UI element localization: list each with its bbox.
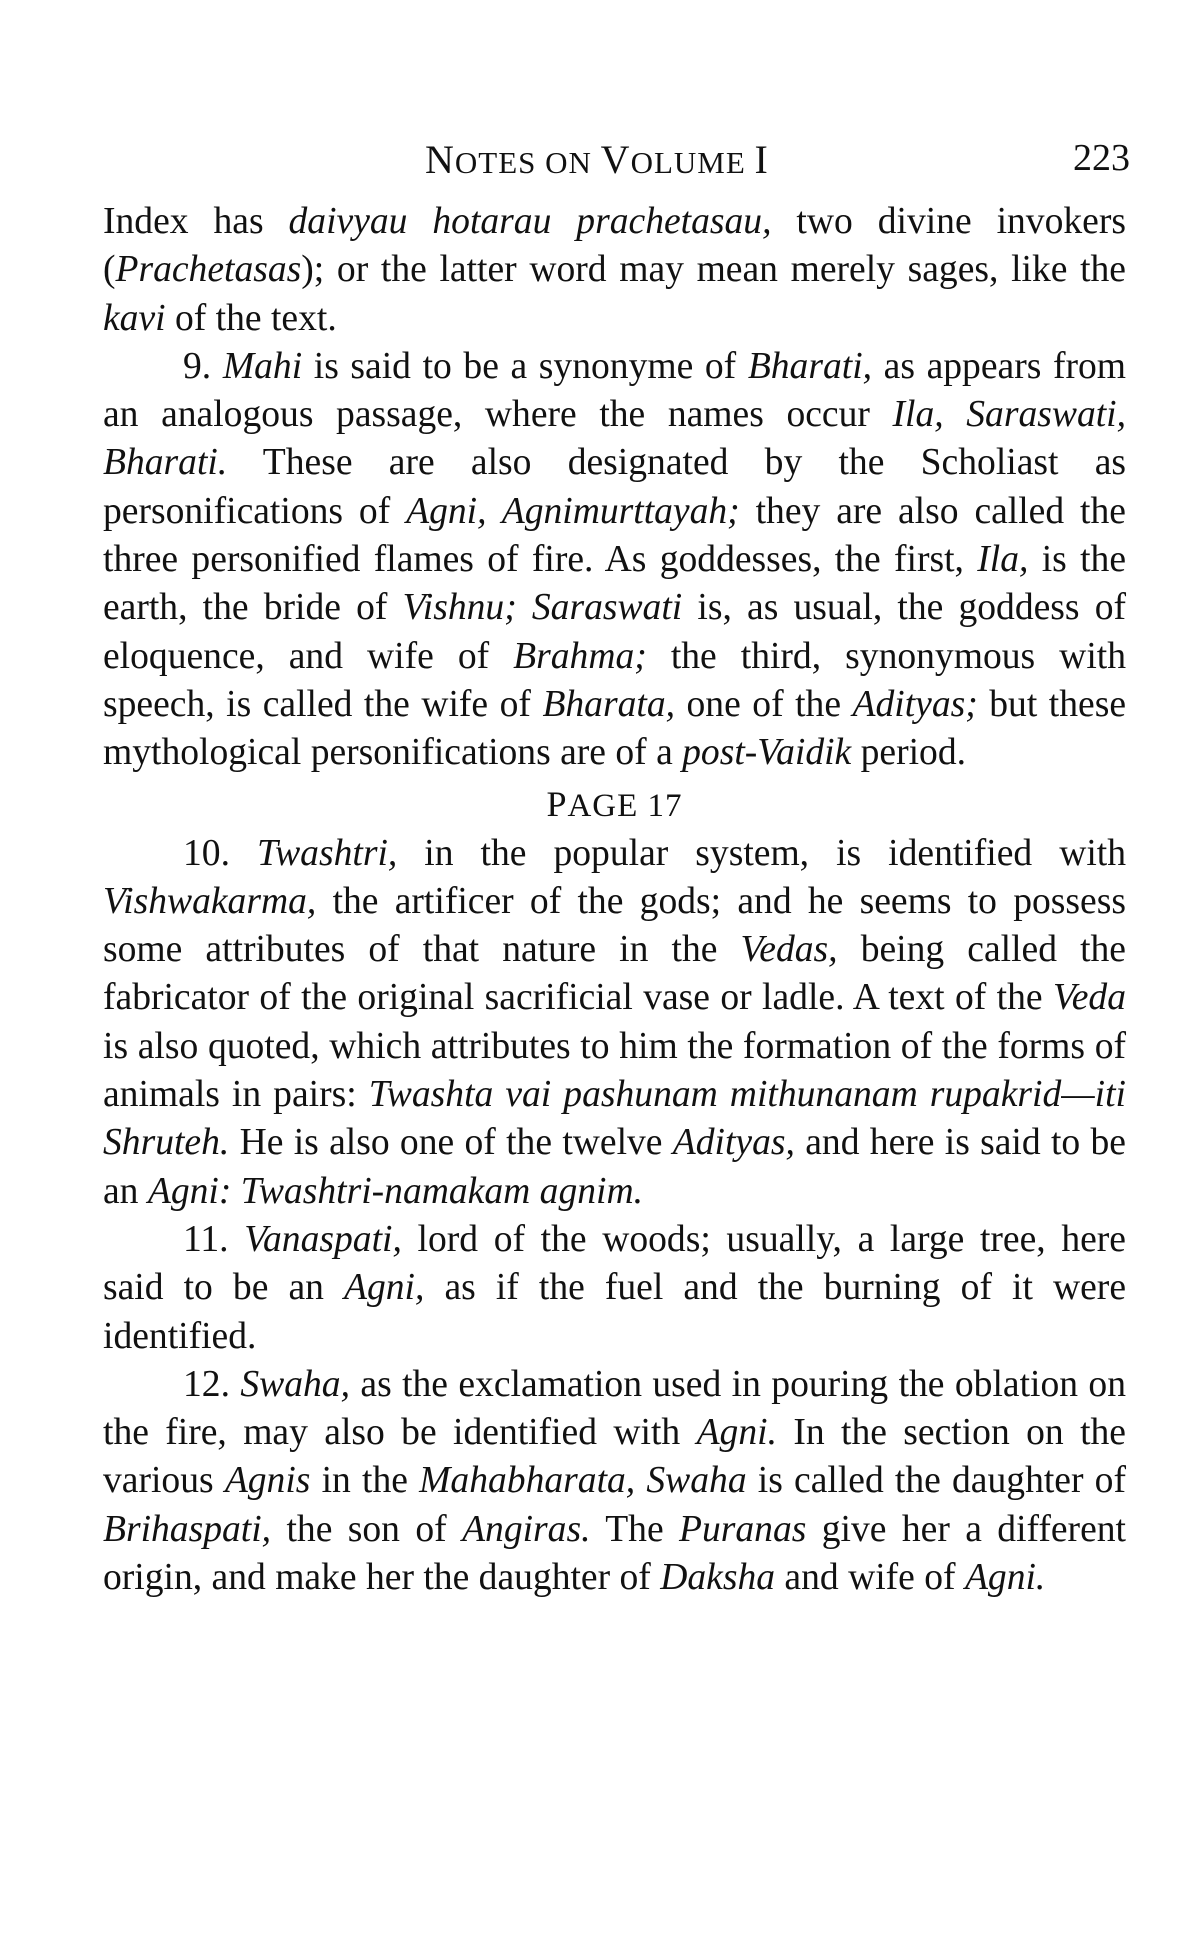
text-run: P — [546, 783, 568, 824]
italic-text-run: Agni. — [964, 1557, 1046, 1599]
italic-text-run: Vanaspati, — [244, 1218, 402, 1260]
title-initial-v: V — [600, 137, 631, 182]
italic-text-run: Adityas; — [852, 683, 978, 725]
italic-text-run: Vishwakarma, — [103, 880, 317, 922]
italic-text-run: Agni, — [344, 1267, 425, 1309]
italic-text-run: Adityas, — [672, 1122, 795, 1164]
text-run: as if the fuel and the burning of it were identified. — [103, 1267, 1127, 1357]
text-run: is also quoted, which attributes to him the formation of the forms of animals in pairs: — [103, 1025, 1126, 1116]
text-run: they are also called the three personified flames of fire. As goddesses, the first, — [103, 490, 1126, 581]
italic-text-run: Daksha — [660, 1557, 776, 1599]
italic-text-run: Twashtri, — [257, 832, 398, 874]
note-11 — [103, 1216, 1126, 1361]
text-run: period. — [851, 732, 967, 774]
text-run: give her a different origin, and make her the daughter of — [103, 1508, 1126, 1599]
italic-text-run: Agni. — [696, 1412, 777, 1454]
text-run: being called the fabricator of the original sacrificial vase or ladle. A text of the — [103, 929, 1126, 1019]
italic-text-run: Agni, Agnimurttayah; — [406, 490, 740, 532]
italic-text-run: Brihaspati, — [103, 1508, 272, 1550]
running-title — [425, 136, 769, 183]
italic-text-run: Ila, — [977, 539, 1029, 581]
italic-text-run: Bharati, — [747, 345, 873, 387]
note-9 — [103, 343, 1126, 778]
text-run: and here is said to be an — [103, 1122, 1126, 1212]
text-run: two divine invokers ( — [103, 201, 1126, 291]
italic-text-run: Veda — [1052, 977, 1126, 1019]
text-run: in the — [310, 1460, 420, 1502]
note-10 — [103, 830, 1126, 1216]
page-number: 223 — [1073, 137, 1130, 179]
italic-text-run: post-Vaidik — [682, 732, 852, 774]
text-run: as the exclamation used in pouring the oblation on the fire, may also be identified with — [103, 1363, 1126, 1454]
section-heading-page-17 — [103, 780, 1126, 830]
text-run: He is also one of the twelve — [229, 1122, 673, 1164]
text-run: is the earth, the bride of — [103, 539, 1127, 629]
italic-text-run: Twashta vai pashunam mithunanam rupakrid—iti Shruteh. — [103, 1074, 1126, 1164]
italic-text-run: Puranas — [679, 1508, 807, 1550]
text-run: is called the daughter of — [746, 1460, 1126, 1502]
italic-text-run: kavi — [103, 297, 166, 339]
text-run: the artificer of the gods; and he seems to possess some attributes of that nature in the — [103, 880, 1126, 971]
text-run: and wife of — [775, 1557, 965, 1599]
running-header — [103, 132, 1130, 184]
italic-text-run: Agnis — [224, 1460, 311, 1502]
title-roman-numeral: I — [754, 137, 769, 182]
text-run: 10. — [183, 832, 257, 874]
italic-text-run: Brahma; — [513, 635, 647, 677]
note-12 — [103, 1361, 1126, 1602]
title-smallcaps-2: OLUME — [630, 145, 755, 180]
text-run: is, as usual, the goddess of eloquence, and wife of — [103, 587, 1127, 677]
italic-text-run: Mahi — [222, 345, 303, 387]
text-run: but these mythological personifications are of a — [103, 683, 1126, 774]
italic-text-run: Agni: Twashtri-namakam agnim. — [147, 1170, 643, 1212]
text-run: 9. — [183, 345, 223, 387]
italic-text-run: Ila, Saraswati, Bharati. — [103, 394, 1127, 484]
title-initial-n: N — [425, 137, 455, 182]
text-run: in the popular system, is identified with — [397, 832, 1126, 874]
text-run: In the section on the various — [103, 1412, 1126, 1502]
text-run: ); or the latter word may mean merely sages, like the — [301, 249, 1126, 291]
text-run: one of the — [675, 683, 853, 725]
italic-text-run: Angiras. — [462, 1508, 591, 1550]
text-run: the third, synonymous with speech, is called the wife of — [103, 635, 1126, 725]
text-run: of the text. — [165, 297, 337, 339]
italic-text-run: daivyau hotarau prachetasau, — [288, 201, 772, 242]
text-run: 12. — [183, 1363, 241, 1405]
text-run: lord of the woods; usually, a large tree, here said to be an — [103, 1218, 1126, 1309]
title-smallcaps-1: OTES ON — [454, 145, 601, 180]
text-run: AGE 17 — [567, 787, 683, 824]
italic-text-run: Bharata, — [542, 683, 676, 725]
italic-text-run: Swaha, — [240, 1363, 350, 1405]
text-run: Index has — [103, 201, 289, 242]
italic-text-run: Prachetasas — [115, 249, 302, 291]
text-run: These are also designated by the Scholiast as personifications of — [103, 442, 1126, 532]
text-run: 11. — [183, 1218, 245, 1260]
italic-text-run: Vishnu; Saraswati — [402, 587, 683, 629]
italic-text-run: Vedas, — [740, 929, 838, 971]
text-run: the son of — [271, 1508, 463, 1550]
italic-text-run: Mahabharata, Swaha — [419, 1460, 747, 1502]
paragraph-continued — [103, 198, 1126, 343]
text-run: as appears from an analogous passage, where the names occur — [103, 345, 1126, 436]
text-run: The — [590, 1508, 680, 1550]
book-page — [103, 132, 1130, 1602]
text-run: is said to be a synonyme of — [302, 345, 748, 387]
